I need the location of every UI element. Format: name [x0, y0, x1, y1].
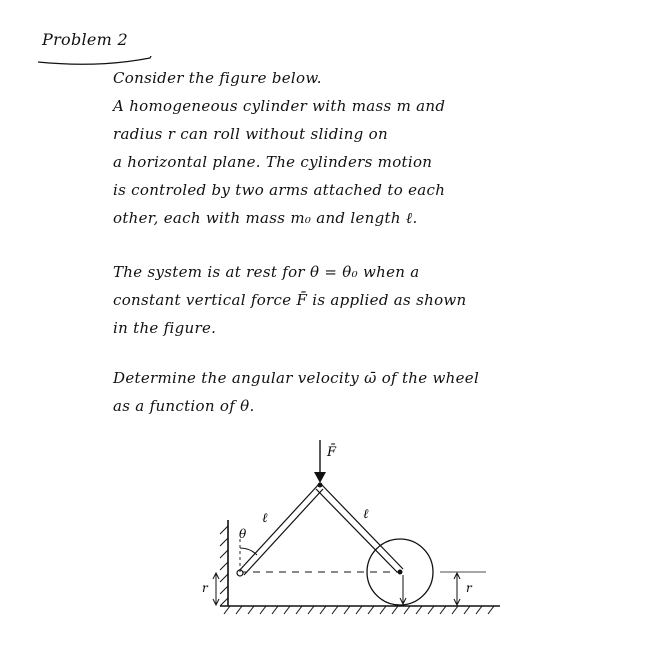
- theta-label: θ: [239, 527, 247, 541]
- right-arm-length-label: ℓ: [363, 507, 369, 522]
- statement-line: A homogeneous cylinder with mass m and: [113, 97, 446, 115]
- problem-statement: [113, 64, 445, 232]
- question-line: as a function of θ.: [113, 397, 255, 415]
- wheel-center: [398, 570, 403, 575]
- problem-title: Problem 2: [42, 30, 129, 49]
- top-joint: [318, 483, 323, 488]
- left-arm: [238, 484, 323, 575]
- conditions-line: The system is at rest for θ = θ₀ when a: [113, 263, 420, 281]
- right-arm: [316, 484, 403, 572]
- statement-line: radius r can roll without sliding on: [113, 125, 388, 143]
- conditions-line: constant vertical force F̄ is applied as shown: [113, 291, 467, 309]
- statement-line: is controled by two arms attached to each: [113, 181, 446, 199]
- mechanism-figure: [190, 438, 520, 620]
- force-arrowhead: [314, 472, 326, 483]
- right-radius-label: r: [466, 581, 472, 595]
- initial-conditions: [113, 258, 467, 342]
- statement-line: other, each with mass m₀ and length ℓ.: [113, 209, 418, 227]
- left-radius-label: r: [202, 581, 208, 595]
- force-label: F̄: [327, 445, 337, 460]
- conditions-line: in the figure.: [113, 319, 217, 337]
- statement-line: Consider the figure below.: [113, 69, 322, 87]
- question-line: Determine the angular velocity ω̄ of the wheel: [113, 369, 480, 387]
- wall-hatching: [220, 526, 228, 606]
- ground-hatching: [224, 606, 494, 614]
- question: [113, 364, 479, 420]
- left-arm-length-label: ℓ: [262, 511, 268, 526]
- statement-line: a horizontal plane. The cylinders motion: [113, 153, 433, 171]
